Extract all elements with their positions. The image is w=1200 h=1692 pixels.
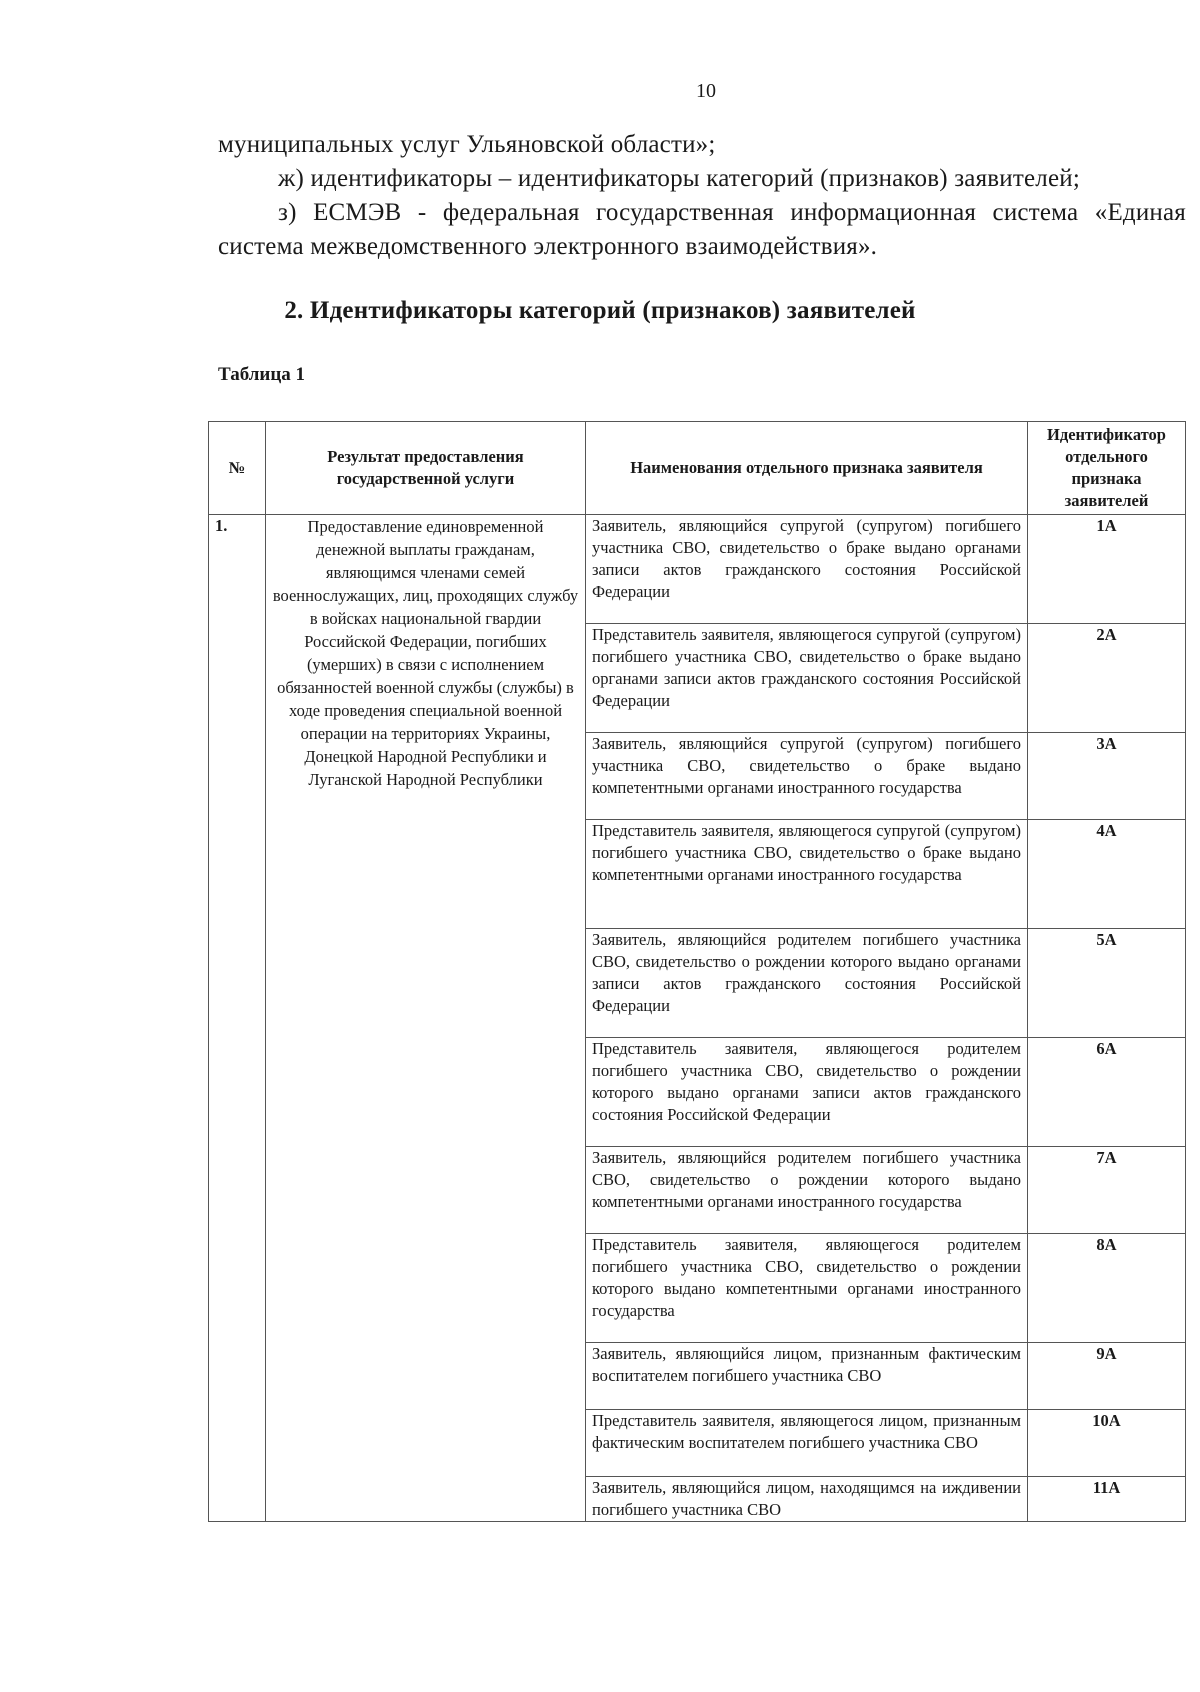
- header-attribute: Наименования отдельного признака заявителя: [586, 422, 1028, 515]
- attribute-cell: Представитель заявителя, являющегося родителем погибшего участника СВО, свидетельство о рождении которого выдано органами записи актов гражданского состояния Российской Федерации: [586, 1038, 1028, 1147]
- identifier-cell: 11А: [1028, 1477, 1186, 1522]
- intro-line-1: муниципальных услуг Ульяновской области»;: [218, 131, 716, 158]
- header-num: №: [209, 422, 266, 515]
- table-header-row: [209, 422, 1186, 515]
- identifier-cell: 4А: [1028, 820, 1186, 929]
- result-text: Предоставление единовременной денежной выплаты гражданам, являющимся членами семей военнослужащих, лиц, проходящих службу в войсках национальной гвардии Российской Федерации, погибших (умерших) в связи с исполнением обязанностей военной службы (службы) в ходе проведения специальной военной операции на территориях Украины, Донецкой Народной Республики и Луганской Народной Республики: [266, 515, 586, 1522]
- intro-line-3: з) ЕСМЭВ - федеральная государственная информационная система «Единая система межведомственного электронного взаимодействия».: [218, 199, 1186, 260]
- section-title: 2. Идентификаторы категорий (признаков) заявителей: [284, 297, 916, 324]
- table-row: [209, 515, 1186, 624]
- identifier-cell: 10А: [1028, 1410, 1186, 1477]
- identifier-cell: 1А: [1028, 515, 1186, 624]
- identifier-cell: 8А: [1028, 1234, 1186, 1343]
- identifier-cell: 3А: [1028, 733, 1186, 820]
- attribute-cell: Заявитель, являющийся лицом, признанным фактическим воспитателем погибшего участника СВО: [586, 1343, 1028, 1410]
- attribute-cell: Заявитель, являющийся супругой (супругом) погибшего участника СВО, свидетельство о браке выдано органами записи актов гражданского состояния Российской Федерации: [586, 515, 1028, 624]
- attribute-cell: Заявитель, являющийся супругой (супругом) погибшего участника СВО, свидетельство о браке выдано компетентными органами иностранного государства: [586, 733, 1028, 820]
- attribute-cell: Представитель заявителя, являющегося супругой (супругом) погибшего участника СВО, свидетельство о браке выдано компетентными органами иностранного государства: [586, 820, 1028, 929]
- attribute-cell: Заявитель, являющийся родителем погибшего участника СВО, свидетельство о рождении которого выдано органами записи актов гражданского состояния Российской Федерации: [586, 929, 1028, 1038]
- identifiers-table: [208, 421, 1186, 1522]
- header-result: Результат предоставления государственной услуги: [266, 422, 586, 515]
- identifier-cell: 5А: [1028, 929, 1186, 1038]
- attribute-cell: Представитель заявителя, являющегося лицом, признанным фактическим воспитателем погибшего участника СВО: [586, 1410, 1028, 1477]
- identifier-cell: 6А: [1028, 1038, 1186, 1147]
- identifier-cell: 9А: [1028, 1343, 1186, 1410]
- intro-line-2: ж) идентификаторы – идентификаторы категорий (признаков) заявителей;: [278, 165, 1080, 192]
- identifier-cell: 2А: [1028, 624, 1186, 733]
- attribute-cell: Представитель заявителя, являющегося супругой (супругом) погибшего участника СВО, свидетельство о браке выдано органами записи актов гражданского состояния Российской Федерации: [586, 624, 1028, 733]
- row-number: 1.: [209, 515, 266, 1522]
- identifier-cell: 7А: [1028, 1147, 1186, 1234]
- intro-text: [218, 128, 1186, 264]
- attribute-cell: Заявитель, являющийся лицом, находящимся на иждивении погибшего участника СВО: [586, 1477, 1028, 1522]
- table-caption: Таблица 1: [218, 364, 306, 385]
- attribute-cell: Представитель заявителя, являющегося родителем погибшего участника СВО, свидетельство о рождении которого выдано компетентными органами иностранного государства: [586, 1234, 1028, 1343]
- page-number: 10: [696, 80, 716, 102]
- attribute-cell: Заявитель, являющийся родителем погибшего участника СВО, свидетельство о рождении которого выдано компетентными органами иностранного государства: [586, 1147, 1028, 1234]
- header-identifier: Идентификатор отдельного признака заявителей: [1028, 422, 1186, 515]
